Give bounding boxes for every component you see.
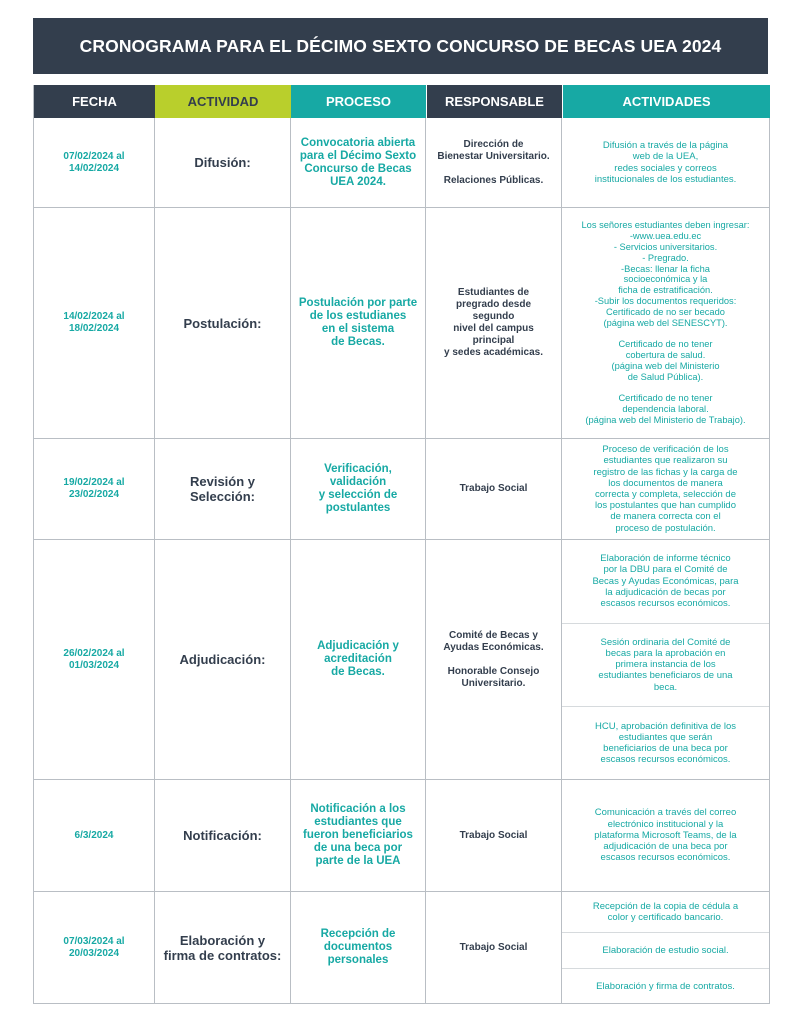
row-actividad: Difusión: (155, 118, 291, 207)
header-proceso: PROCESO (291, 85, 426, 118)
table-row (34, 439, 770, 540)
activity-detail: Recepción de la copia de cédula a color y certificado bancario. (592, 900, 739, 923)
row-actividad: Adjudicación: (155, 540, 291, 779)
row-actividades (562, 892, 770, 1003)
row-proceso: Recepción de documentos personales (291, 892, 426, 1003)
row-fecha: 07/03/2024 al 20/03/2024 (34, 892, 155, 1003)
row-fecha: 19/02/2024 al 23/02/2024 (34, 439, 155, 539)
activity-detail: Difusión a través de la página web de la UEA, redes sociales y correos institucionales de los estudiantes. (594, 140, 737, 185)
schedule-table (33, 85, 770, 1004)
header-responsable: RESPONSABLE (426, 85, 562, 118)
row-responsable: Comité de Becas y Ayudas Económicas. Honorable Consejo Universitario. (426, 540, 562, 779)
table-row (34, 780, 770, 892)
row-fecha: 14/02/2024 al 18/02/2024 (34, 208, 155, 438)
table-row (34, 540, 770, 780)
activity-detail: Sesión ordinaria del Comité de becas para la aprobación en primera instancia de los estudiantes beneficiaros de una beca. (562, 623, 769, 707)
table-row (34, 892, 770, 1004)
row-proceso: Adjudicación y acreditación de Becas. (291, 540, 426, 779)
header-fecha: FECHA (34, 85, 155, 118)
header-actividades: ACTIVIDADES (562, 85, 770, 118)
row-responsable: Trabajo Social (426, 780, 562, 891)
row-proceso: Verificación, validación y selección de postulantes (291, 439, 426, 539)
activity-detail: Elaboración y firma de contratos. (562, 968, 769, 1003)
row-actividades (562, 780, 770, 891)
header-actividad: ACTIVIDAD (155, 85, 291, 118)
activity-detail: Proceso de verificación de los estudiantes que realizaron su registro de las fichas y la carga de los documentos de manera correcta y completa, selección de los postulantes que han cumplido de manera correcta con el proceso de postulación. (593, 444, 738, 534)
row-fecha: 07/02/2024 al 14/02/2024 (34, 118, 155, 207)
page-title: CRONOGRAMA PARA EL DÉCIMO SEXTO CONCURSO DE BECAS UEA 2024 (33, 18, 768, 74)
row-responsable: Estudiantes de pregrado desde segundo nivel del campus principal y sedes académicas. (426, 208, 562, 438)
row-fecha: 6/3/2024 (34, 780, 155, 891)
table-header (34, 85, 770, 118)
row-fecha: 26/02/2024 al 01/03/2024 (34, 540, 155, 779)
activity-detail: Comunicación a través del correo electrónico institucional y la plataforma Microsoft Teams, de la adjudicación de una beca por escasos recursos económicos. (594, 807, 737, 864)
activity-detail: Los señores estudiantes deben ingresar: -www.uea.edu.ec - Servicios universitarios. - Pregrado. -Becas: llenar la ficha socioeconómica y la ficha de estratificación. -Subir los documentos requeridos: Certificado de no ser becado (página web del SENESCYT). Certificado de no tener cobertura de salud. (página web del Ministerio de Salud Pública). Certificado de no tener dependencia laboral. (página web del Ministerio de Trabajo). (581, 220, 750, 425)
row-responsable: Trabajo Social (426, 439, 562, 539)
row-actividades (562, 439, 770, 539)
row-proceso: Convocatoria abierta para el Décimo Sexto Concurso de Becas UEA 2024. (291, 118, 426, 207)
row-actividad: Elaboración y firma de contratos: (155, 892, 291, 1003)
activity-detail: Elaboración de estudio social. (562, 932, 769, 968)
row-actividades (562, 540, 770, 779)
row-actividad: Notificación: (155, 780, 291, 891)
activity-detail: Elaboración de informe técnico por la DBU para el Comité de Becas y Ayudas Económicas, para la adjudicación de becas por escasos recursos económicos. (592, 553, 739, 610)
table-row (34, 118, 770, 208)
table-row (34, 208, 770, 439)
row-proceso: Notificación a los estudiantes que fueron beneficiarios de una beca por parte de la UEA (291, 780, 426, 891)
row-actividad: Revisión y Selección: (155, 439, 291, 539)
row-actividades (562, 208, 770, 438)
activity-detail: HCU, aprobación definitiva de los estudiantes que serán beneficiarios de una beca por escasos recursos económicos. (562, 706, 769, 779)
row-responsable: Trabajo Social (426, 892, 562, 1003)
row-proceso: Postulación por parte de los estudianes en el sistema de Becas. (291, 208, 426, 438)
row-actividad: Postulación: (155, 208, 291, 438)
row-actividades (562, 118, 770, 207)
row-responsable: Dirección de Bienestar Universitario. Relaciones Públicas. (426, 118, 562, 207)
